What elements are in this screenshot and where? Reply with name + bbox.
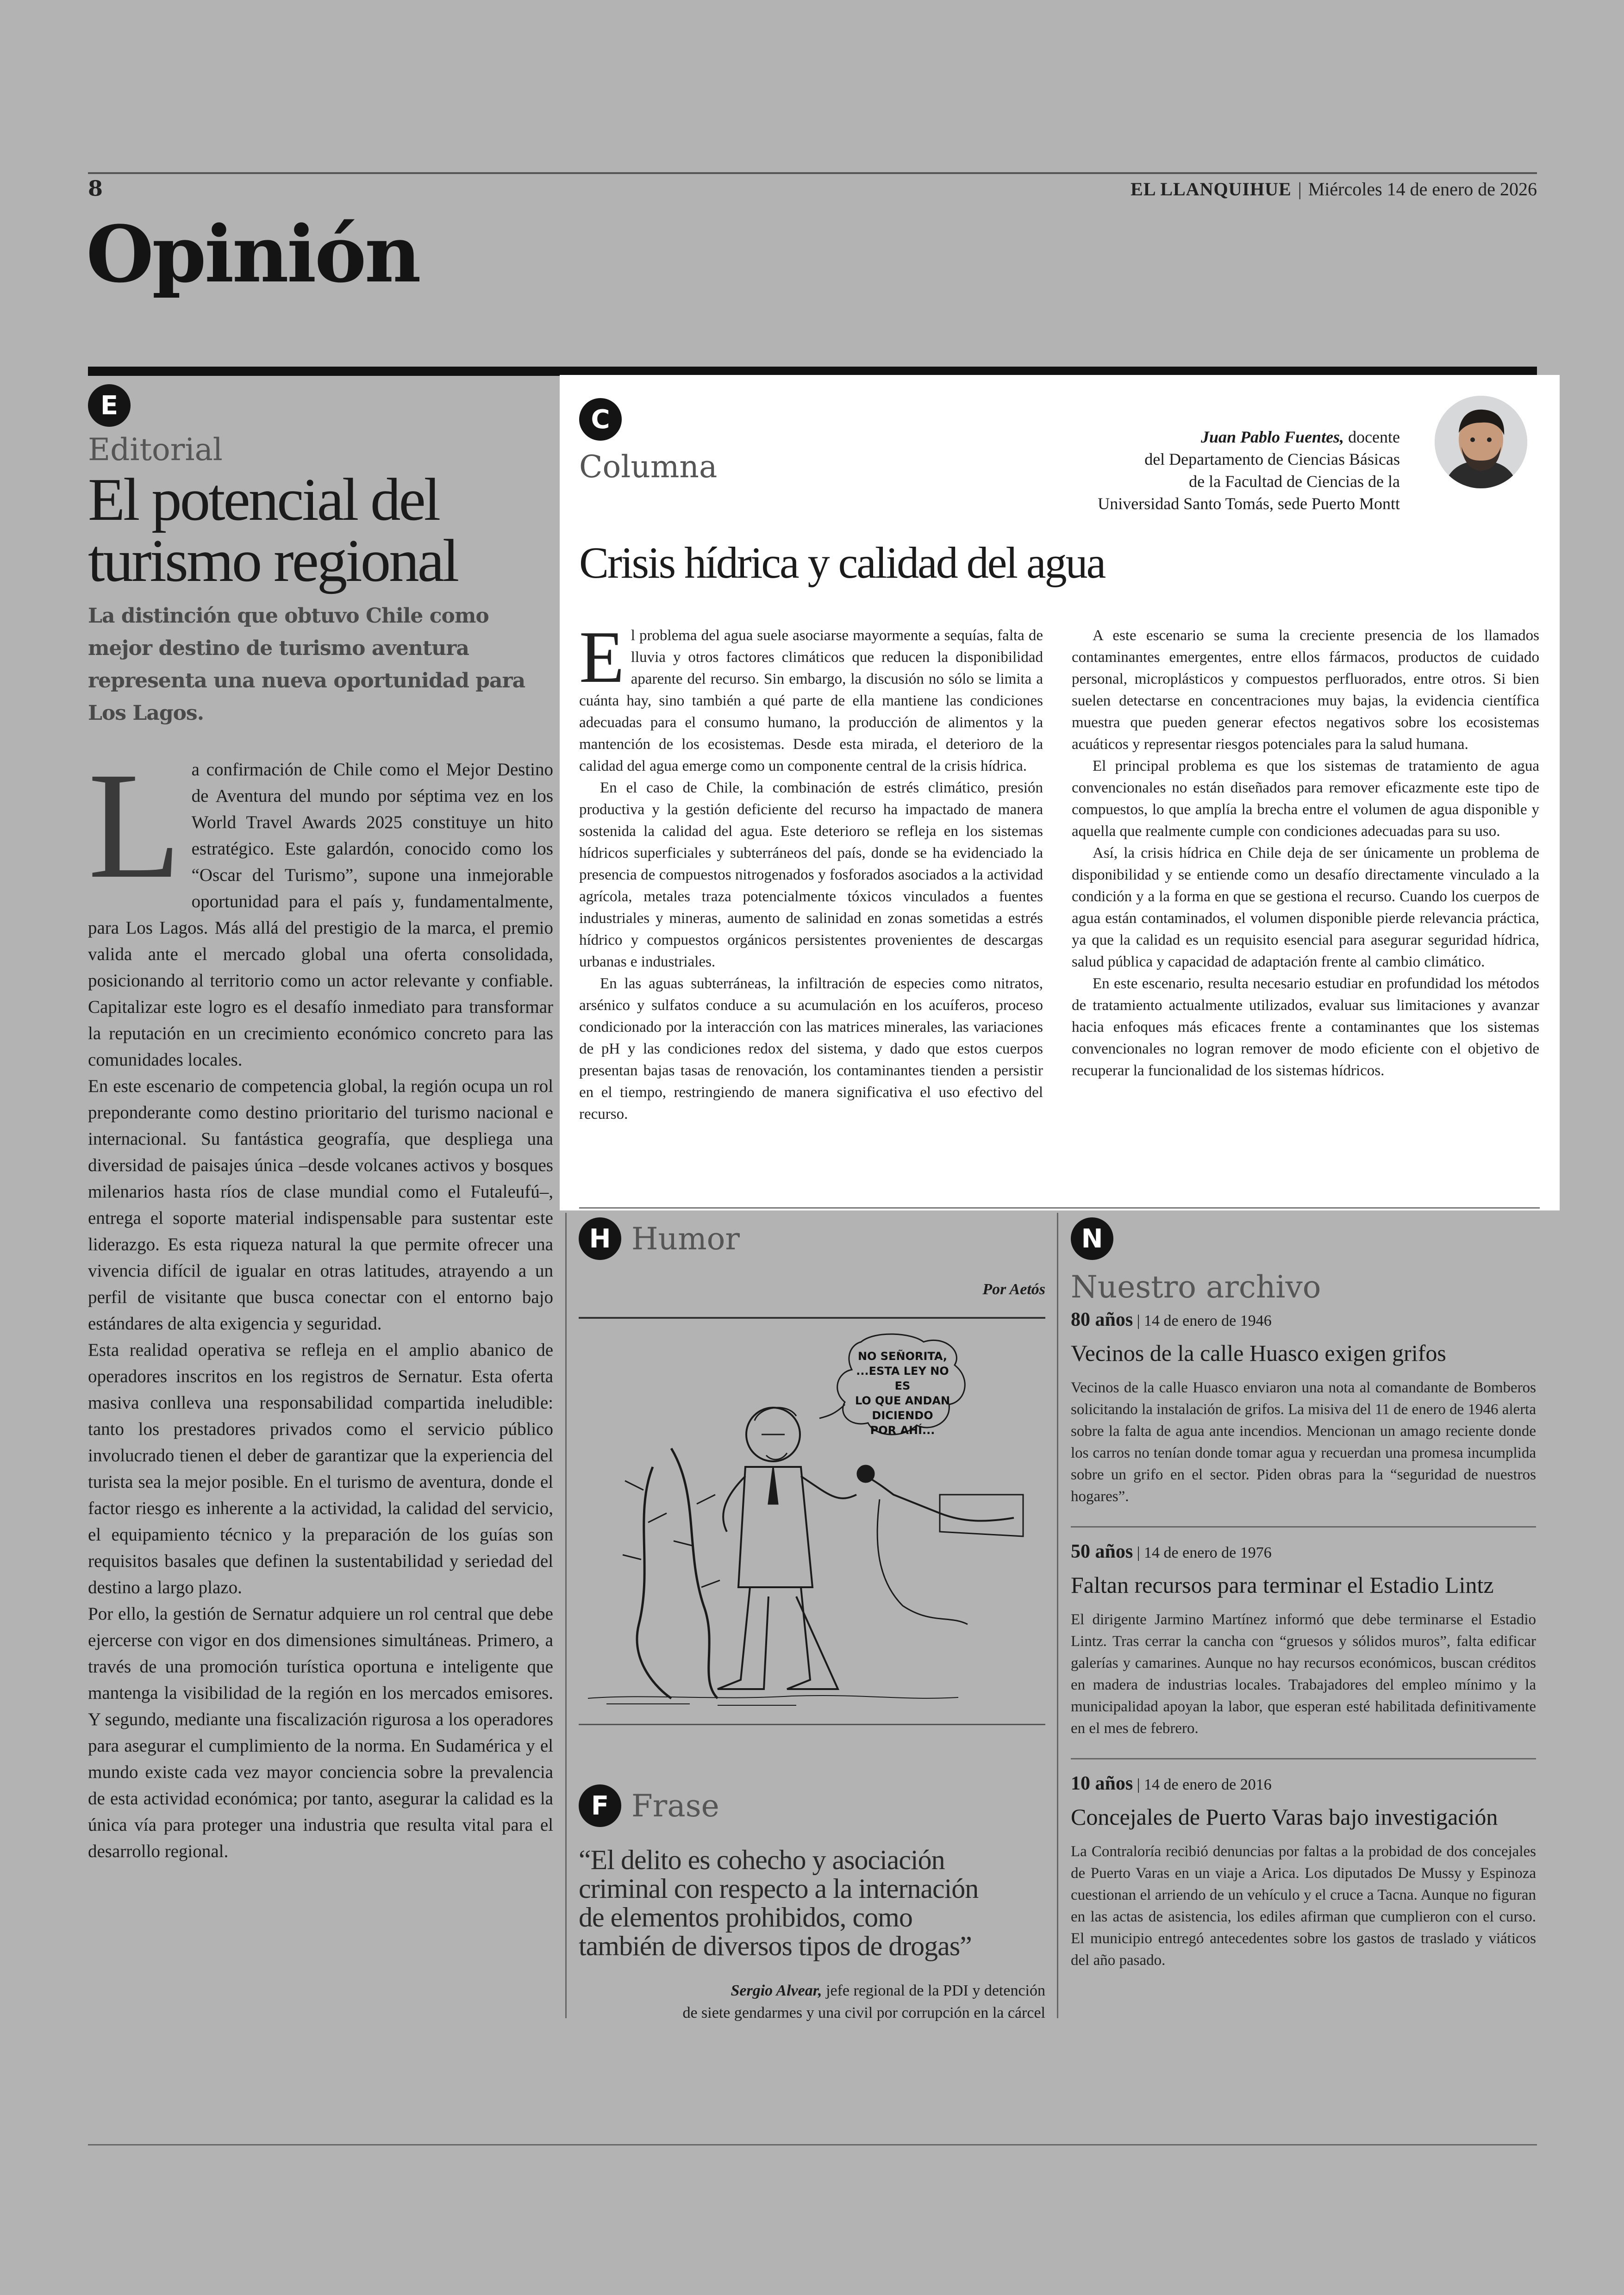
archive-item (1071, 1772, 1536, 1971)
attribution-line-1 (579, 1980, 1045, 2002)
archive-years: 10 años (1071, 1773, 1133, 1794)
archive-meta-separator: | (1137, 1312, 1140, 1329)
author-line-4: Universidad Santo Tomás, sede Puerto Montt (1098, 494, 1400, 513)
column-paragraph: En este escenario, resulta necesario estudiar en profundidad los métodos de tratamiento actualmente utilizados, evaluar sus limitaciones y avanzar hacia enfoques más eficaces frente a contaminantes que los sistemas convencionales no logran remover de modo eficiente con el objetivo de recuperar la funcionalidad de los sistemas hídricos. (1072, 975, 1539, 1079)
column-drop-cap: E (579, 616, 625, 698)
cartoon (579, 1328, 1045, 1721)
archive-headline: Faltan recursos para terminar el Estadio Lintz (1071, 1572, 1494, 1598)
frase-label: Frase (631, 1788, 719, 1824)
quote-line: de elementos prohibidos, como (579, 1902, 912, 1933)
header-separator: | (1298, 179, 1302, 200)
column-badge (579, 398, 622, 441)
frase-quote (579, 1846, 1045, 1960)
speech-line: ...ESTA LEY NO ES (856, 1365, 949, 1392)
speech-bubble-text (853, 1349, 952, 1438)
editorial-badge-icon: E (88, 384, 131, 427)
header-top-rule (88, 172, 1537, 174)
attribution-name: Sergio Alvear, (731, 1982, 822, 1999)
archive-date: 14 de enero de 2016 (1144, 1776, 1272, 1793)
archive-item (1071, 1540, 1536, 1759)
frase-attribution (579, 1980, 1045, 2024)
humor-label: Humor (631, 1221, 740, 1257)
column-body-col-1 (579, 616, 1043, 1125)
archivo-label: Nuestro archivo (1071, 1269, 1321, 1305)
editorial-drop-cap: L (88, 741, 181, 910)
editorial-label: Editorial (88, 432, 223, 468)
attribution-line-2: de siete gendarmes y una civil por corrupción en la cárcel (682, 2004, 1045, 2021)
archive-item-meta (1071, 1540, 1536, 1563)
editorial-paragraph: En este escenario de competencia global, la región ocupa un rol preponderante como destino prioritario del turismo nacional e internacional. Su fantástica geografía, que despliega una diversidad de paisajes única –desde volcanes activos y bosques milenarios hasta ríos de clase mundial como el Futaleufú–, entrega el soporte material indispensable para sustentar este liderazgo. Es esta riqueza natural la que permite ofrecer una vivencia difícil de igualar en otras latitudes, atrayendo a un perfil de visitante que busca conectar con el entorno bajo estándares de alta exigencia y seguridad. (88, 1076, 553, 1334)
archive-body: El dirigente Jarmino Martínez informó que debe terminarse el Estadio Lintz. Tras cerrar la cancha con “gruesos y sólidos muros”, falta edificar galerías y camarines. Aunque no hay recursos económicos, buscan créditos en madera de industrias locales. Trabajadores del empleo mínimo y la municipalidad apoyan la labor, que esperan esté habilitada definitivamente en el mes de febrero. (1071, 1611, 1536, 1737)
humor-badge-icon: H (579, 1217, 621, 1260)
quote-line: “El delito es cohecho y asociación (579, 1845, 945, 1875)
author-line-2: del Departamento de Ciencias Básicas (1144, 450, 1400, 468)
speech-line: POR AHÍ... (870, 1424, 935, 1437)
editorial-section (88, 384, 553, 1865)
header-masthead (1131, 178, 1537, 200)
author-name: Juan Pablo Fuentes, (1201, 428, 1344, 446)
humor-section (579, 1217, 1045, 1725)
frase-header (579, 1784, 1045, 1827)
column-title: Crisis hídrica y calidad del agua (579, 538, 1105, 587)
section-title: Opinión (86, 208, 419, 300)
cartoon-drawing-icon (579, 1328, 1045, 1721)
column-paragraph: A este escenario se suma la creciente presencia de los llamados contaminantes emergentes, entre ellos fármacos, productos de cuidado personal, microplásticos y compuestos perfluorados, entre otros. Si bien suelen detectarse en concentraciones muy bajas, la evidencia científica muestra que pueden generar efectos negativos sobre los ecosistemas acuáticos y representar riesgos potenciales para la salud humana. (1072, 627, 1539, 753)
archive-item-meta (1071, 1772, 1536, 1795)
archivo-badge-icon: N (1071, 1217, 1113, 1260)
humor-divider (1057, 1213, 1058, 2018)
editorial-paragraph: Esta realidad operativa se refleja en el amplio abanico de operadores inscritos en los registros de Sernatur. Esta oferta masiva conlleva una responsabilidad compartida ineludible: tanto los prestadores privados como el servicio público involucrado tienen el deber de garantizar que la experiencia del turista sea la mejor posible. En el turismo de aventura, donde el factor riesgo es inherente a la actividad, la calidad del servicio, el equipamiento técnico y la preparación de los guías son requisitos basales que definen la sustentabilidad y seriedad del destino a largo plazo. (88, 1340, 553, 1597)
column-paragraph: l problema del agua suele asociarse mayormente a sequías, falta de lluvia y otros factores climáticos que reducen la disponibilidad aparente del recurso. Sin embargo, la discusión no sólo se limita a cuánta hay, sino también a qué parte de ella mantiene las condiciones adecuadas para el consumo humano, la producción de alimentos y la mantención de los ecosistemas. Desde esta mirada, el deterioro de la calidad del agua emerge como un componente central de la crisis hídrica. (579, 627, 1043, 774)
page-number: 8 (88, 176, 103, 201)
archive-divider (1071, 1526, 1536, 1528)
speech-line: DICIENDO (872, 1409, 933, 1422)
column-paragraph: Así, la crisis hídrica en Chile deja de ser únicamente un problema de disponibilidad y se entiende como un desafío directamente vinculado a la condición y a la forma en que se gestiona el recurso. Cuando los cuerpos de agua están contaminados, el volumen disponible pierde relevancia práctica, ya que la calidad es un requisito esencial para asegurar seguridad hídrica, salud pública y capacidad de adaptación frente al cambio climático. (1072, 845, 1539, 970)
column-author (983, 426, 1400, 515)
archive-body: La Contraloría recibió denuncias por faltas a la probidad de dos concejales de Puerto Varas en un viaje a Arica. Los diputados De Mussy y Espinoza cuestionan el arriendo de un vehículo y el cruce a Tacna. Aunque no figuran en las actas de asistencia, los ediles afirman que cumplieron con el curso. El municipio entregó antecedentes sobre los gastos de traslado y viáticos del año pasado. (1071, 1843, 1536, 1969)
humor-credit: Por Aetós (982, 1281, 1045, 1298)
newspaper-name: EL LLANQUIHUE (1131, 179, 1292, 200)
column-paragraph: En las aguas subterráneas, la infiltración de especies como nitratos, arsénico y sulfatos conduce a su acumulación en los acuíferos, proceso condicionado por la interacción con las matrices minerales, las variaciones de pH y las condiciones redox del sistema, y dado que estos cuerpos presentan bajas tasas de renovación, los contaminantes tienden a persistir en el tiempo, restringiendo de manera significativa el uso efectivo del recurso. (579, 975, 1043, 1123)
editorial-divider (565, 1213, 567, 2018)
quote-line: criminal con respecto a la internación (579, 1873, 979, 1904)
archive-years: 80 años (1071, 1309, 1133, 1330)
archive-headline: Concejales de Puerto Varas bajo investigación (1071, 1804, 1498, 1830)
issue-date: Miércoles 14 de enero de 2026 (1308, 179, 1537, 200)
author-line-1 (983, 426, 1400, 448)
footer-rule (88, 2144, 1537, 2145)
quote-line: también de diversos tipos de drogas” (579, 1931, 972, 1961)
section-title-rule (88, 367, 1537, 376)
attribution-role: jefe regional de la PDI y detención (822, 1982, 1045, 1999)
column-badge-icon: C (579, 398, 622, 441)
editorial-title-line-2: turismo regional (88, 527, 458, 594)
archivo-section (1071, 1217, 1536, 1971)
author-portrait-icon (1435, 396, 1527, 488)
humor-bottom-rule (579, 1724, 1045, 1725)
editorial-body (88, 741, 553, 1865)
speech-line: LO QUE ANDAN (855, 1394, 950, 1407)
archive-body: Vecinos de la calle Huasco enviaron una nota al comandante de Bomberos solicitando la instalación de grifos. La misiva del 11 de enero de 1946 alerta sobre la falta de agua ante incendios. Mencionan un amago reciente donde los carros no tenían donde tomar agua y recuerdan una promesa incumplida sobre un grifo en el sector. Piden obras para la “seguridad de nuestros hogares”. (1071, 1379, 1536, 1505)
archive-item-meta (1071, 1309, 1536, 1331)
humor-header (579, 1217, 1045, 1260)
author-role: docente (1344, 428, 1400, 446)
frase-section (579, 1784, 1045, 2024)
editorial-title-line-1: El potencial del (88, 466, 439, 533)
column-paragraph: En el caso de Chile, la combinación de estrés climático, presión productiva y la gestión deficiente del recurso ha impactado de manera sostenida la calidad del agua. Este deterioro se refleja en los sistemas hídricos superficiales y subterráneos del país, donde se ha evidenciado la presencia de compuestos nitrogenados y fosforados asociados a la actividad agrícola, metales traza potencialmente tóxicos vinculados a fuentes industriales y mineras, aumento de salinidad en zonas sometidas a estrés hídrico y compuestos orgánicos persistentes provenientes de descargas urbanas e industriales. (579, 780, 1043, 970)
archive-date: 14 de enero de 1946 (1144, 1312, 1272, 1329)
editorial-badge (88, 384, 553, 433)
column-section (560, 375, 1560, 1210)
column-bottom-rule (579, 1207, 1540, 1209)
author-line-3: de la Facultad de Ciencias de la (1189, 472, 1400, 491)
editorial-paragraph: Por ello, la gestión de Sernatur adquiere un rol central que debe ejercerse con vigor en dos dimensiones simultáneas. Primero, a través de una promoción turística oportuna e inteligente que mantenga la visibilidad de la región en los mercados emisores. Y segundo, mediante una fiscalización rigurosa a los operadores para asegurar el cumplimiento de la norma. En Sudamérica y el mundo existe cada vez mayor conciencia sobre la prevalencia de esta actividad económica; por tanto, asegurar la calidad es la única vía para proteger una industria que resulta vital para el desarrollo regional. (88, 1604, 553, 1861)
column-body-col-2 (1072, 625, 1539, 1082)
archive-divider (1071, 1758, 1536, 1759)
editorial-subtitle: La distinción que obtuvo Chile como mejor destino de turismo aventura representa una nueva oportunidad para Los Lagos. (88, 604, 525, 725)
archive-item (1071, 1309, 1536, 1528)
archive-headline: Vecinos de la calle Huasco exigen grifos (1071, 1340, 1446, 1366)
editorial-paragraph: a confirmación de Chile como el Mejor Destino de Aventura del mundo por séptima vez en los World Travel Awards 2025 constituye un hito estratégico. Este galardón, conocido como los “Oscar del Turismo”, supone una inmejorable oportunidad para el país y, fundamentalmente, para Los Lagos. Más allá del prestigio de la marca, el premio valida ante el mercado global una oferta consolidada, posicionando al territorio como un actor relevante y confiable. Capitalizar este logro es el desafío inmediato para transformar la reputación en un crecimiento económico concreto para las comunidades locales. (88, 760, 553, 1070)
humor-rule (579, 1317, 1045, 1319)
archive-years: 50 años (1071, 1541, 1133, 1562)
archive-meta-separator: | (1137, 1544, 1140, 1561)
archive-meta-separator: | (1137, 1776, 1140, 1793)
author-avatar (1435, 396, 1527, 488)
column-paragraph: El principal problema es que los sistemas de tratamiento de agua convencionales no están diseñados para remover eficazmente este tipo de compuestos, lo que amplía la brecha entre el volumen de agua disponible y aquella que realmente cumple con condiciones adecuadas para su uso. (1072, 758, 1539, 840)
editorial-title (88, 466, 553, 594)
column-label: Columna (579, 449, 718, 485)
archive-date: 14 de enero de 1976 (1144, 1544, 1272, 1561)
speech-line: NO SEÑORITA, (857, 1350, 948, 1363)
frase-badge-icon: F (579, 1784, 621, 1827)
